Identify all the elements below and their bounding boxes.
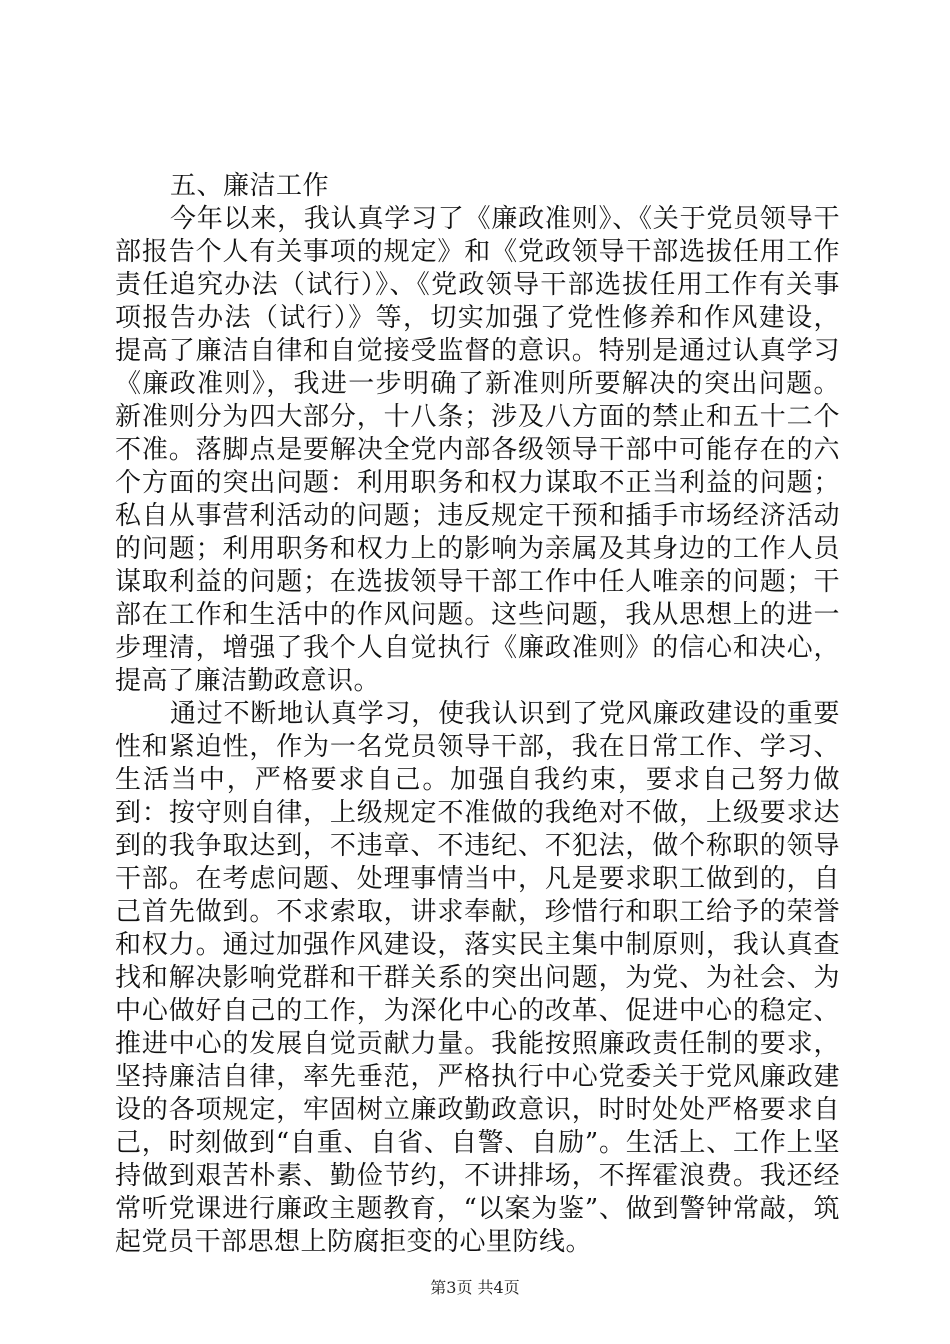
document-body	[115, 170, 840, 1259]
section-heading: 五、廉洁工作	[170, 171, 330, 201]
paragraph-1: 今年以来，我认真学习了《廉政准则》、《关于党员领导干部报告个人有关事项的规定》和《党政领导干部选拔任用工作责任追究办法（试行）》、《党政领导干部选拔任用工作有关事项报告办法（试行）》等，切实加强了党性修养和作风建设，提高了廉洁自律和自觉接受监督的意识。特别是通过认真学习《廉政准则》，我进一步明确了新准则所要解决的突出问题。新准则分为四大部分，十八条；涉及八方面的禁止和五十二个不准。落脚点是要解决全党内部各级领导干部中可能存在的六个方面的突出问题：利用职务和权力谋取不正当利益的问题；私自从事营利活动的问题；违反规定干预和插手市场经济活动的问题；利用职务和权力上的影响为亲属及其身边的工作人员谋取利益的问题；在选拔领导干部工作中任人唯亲的问题；干部在工作和生活中的作风问题。这些问题，我从思想上的进一步理清，增强了我个人自觉执行《廉政准则》的信心和决心，提高了廉洁勤政意识。	[115, 204, 840, 696]
paragraph-2: 通过不断地认真学习，使我认识到了党风廉政建设的重要性和紧迫性，作为一名党员领导干部，我在日常工作、学习、生活当中，严格要求自己。加强自我约束，要求自己努力做到：按守则自律，上级规定不准做的我绝对不做，上级要求达到的我争取达到，不违章、不违纪、不犯法，做个称职的领导干部。在考虑问题、处理事情当中，凡是要求职工做到的，自己首先做到。不求索取，讲求奉献，珍惜行和职工给予的荣誉和权力。通过加强作风建设，落实民主集中制原则，我认真查找和解决影响党群和干群关系的突出问题，为党、为社会、为中心做好自己的工作，为深化中心的改革、促进中心的稳定、推进中心的发展自觉贡献力量。我能按照廉政责任制的要求，坚持廉洁自律，率先垂范，严格执行中心党委关于党风廉政建设的各项规定，牢固树立廉政勤政意识，时时处处严格要求自己，时刻做到“自重、自省、自警、自励”。生活上、工作上坚持做到艰苦朴素、勤俭节约，不讲排场，不挥霍浪费。我还经常听党课进行廉政主题教育，“以案为鉴”、做到警钟常敲，筑起党员干部思想上防腐拒变的心里防线。	[115, 699, 840, 1257]
page-number-footer: 第3页 共4页	[430, 1278, 520, 1297]
